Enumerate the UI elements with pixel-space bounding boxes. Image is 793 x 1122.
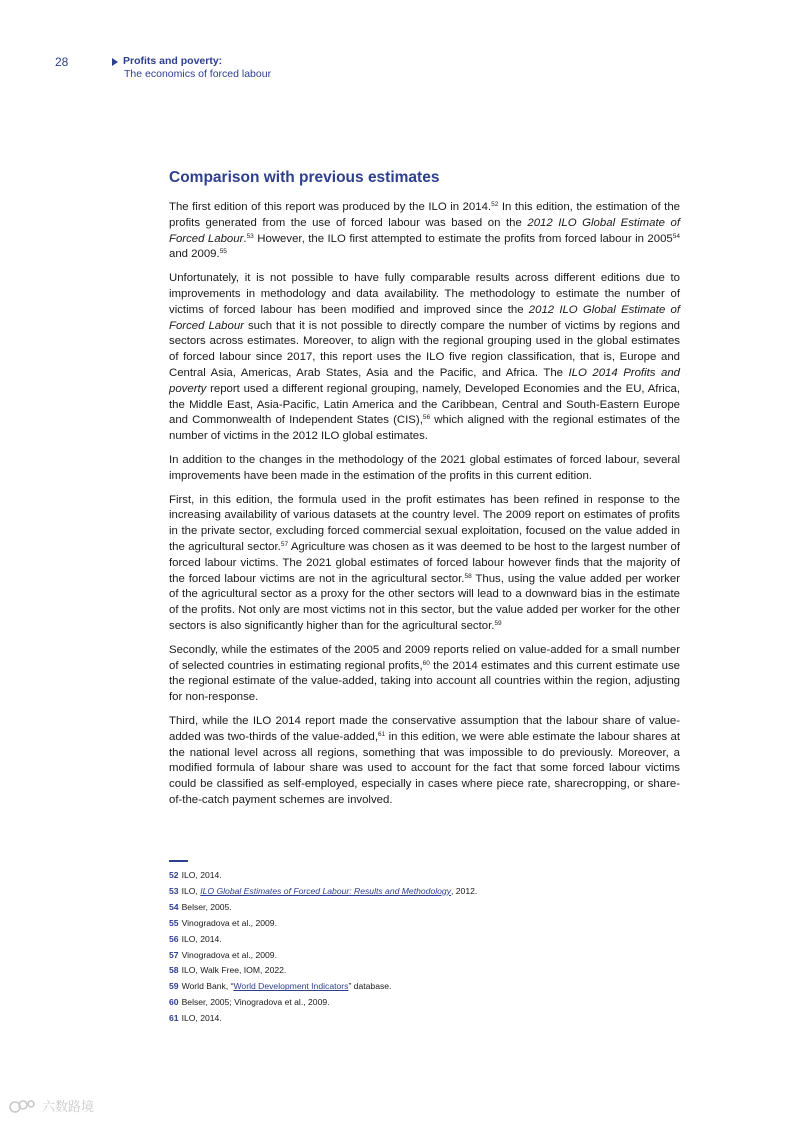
footnote-text: , 2012. [451, 885, 478, 896]
running-head-title: Profits and poverty: [123, 55, 223, 67]
text-span: which aligned with the regional estimates of the number of victims in the 2012 ILO global estimates. [169, 414, 680, 443]
footnote-ref-52[interactable]: 52 [491, 201, 499, 208]
section-heading: Comparison with previous estimates [169, 169, 440, 186]
footnote-text: Belser, 2005; Vinogradova et al., 2009. [181, 997, 330, 1008]
running-head-subtitle: The economics of forced labour [124, 68, 272, 80]
footnote-ref-57[interactable]: 57 [280, 540, 289, 548]
text-span: In this edition, the estimation of the profits generated from the use of forced labour was based on the [169, 201, 680, 229]
text-span: The first edition of this report was produced by the ILO in 2014. [169, 201, 492, 213]
footnotes [169, 868, 680, 1027]
footnote-number: 54 [169, 901, 179, 912]
text-span: in this edition, we were able estimate the labour shares at the national level across all regions, something that was impossible to do previously. Moreover, a modified formula of labour share was used to account for the fact that some forced labour victims could be classified as self-employed, especially in cases where piece rate, sharecropping, or share-of-the-catch payment schemes are involved. [169, 730, 681, 806]
watermark-logo-icon [8, 1098, 38, 1114]
text-span: Unfortunately, it is not possible to have fully comparable results across different editions due to improvements in methodology and data availability. The methodology to estimate the number of victims of forced labour has been modified and improved since the [169, 272, 680, 316]
paragraph-3 [169, 453, 680, 485]
paragraph-5 [169, 643, 680, 706]
italic-title: 2012 ILO Global Estimate of Forced Labour [169, 216, 680, 245]
watermark-text: 六数路境 [42, 1099, 95, 1114]
footnote-number: 56 [169, 933, 179, 944]
footnote-56 [169, 932, 680, 948]
footnote-ref-61[interactable]: 61 [378, 730, 386, 738]
footnote-ref-58[interactable]: 58 [464, 572, 472, 580]
footnote-ref-60[interactable]: 60 [422, 659, 430, 667]
text-span: However, the ILO first attempted to estimate the profits from forced labour in 2005 [253, 232, 673, 245]
footnote-59 [169, 979, 680, 995]
text-span: Agriculture was chosen as it was deemed to be host to the largest number of forced labour victims. The 2021 global estimates of forced labour however finds that the majority of the forced labour victims are not in the agricultural sector. [169, 540, 680, 585]
running-head [112, 55, 271, 81]
text-span: Secondly, while the estimates of the 2005 and 2009 reports relied on value-added for a small number of selected countries in estimating regional profits, [169, 643, 680, 672]
watermark [8, 1096, 94, 1115]
text-span: the 2014 estimates and this current estimate use the regional estimate of the value-added, taking into account all countries within the region, adjusting for non-response. [169, 659, 680, 704]
footnote-ref-55[interactable]: 55 [219, 248, 227, 256]
footnote-link-world-development-indicators[interactable]: World Development Indicators [233, 981, 349, 992]
footnote-number: 53 [169, 885, 179, 896]
footnote-52 [169, 868, 680, 884]
footnote-ref-59[interactable]: 59 [494, 619, 502, 627]
main-content [169, 168, 680, 817]
footnote-text: ILO, 2014. [181, 933, 222, 944]
footnote-text: ILO, [181, 885, 201, 896]
running-head-title-row [112, 55, 271, 68]
footnote-text: Vinogradova et al., 2009. [181, 949, 277, 960]
footnote-ref-54[interactable]: 54 [672, 232, 680, 240]
footnote-number: 55 [169, 917, 179, 928]
text-span: report used a different regional grouping, namely, Developed Economies and the EU, Africa, the Middle East, Asia-Pacific, Latin America and the Caribbean, Central and South-Eastern Europe and Commonwealth of Independent States (CIS), [169, 382, 680, 427]
footnote-text: ILO, 2014. [181, 1013, 222, 1024]
footnote-number: 60 [169, 997, 179, 1008]
text-span: Thus, using the value added per worker of the agricultural sector as a proxy for the other sectors will lead to a downward bias in the estimate of the profits. Not only are most victims not in this sector, but the value added per worker for the other sectors is also significantly higher than for the agricultural sector. [169, 572, 680, 632]
text-span: . [243, 232, 247, 245]
footnote-55 [169, 916, 680, 932]
text-span: Third, while the ILO 2014 report made the conservative assumption that the labour share of value-added was two-thirds of the value-added, [169, 714, 680, 743]
footnote-57 [169, 948, 680, 964]
text-span: such that it is not possible to directly compare the number of victims by regions and sectors across estimates. Moreover, to align with the regional grouping used in the global estimates of forced labour since 2017, this report uses the ILO five region classification, that is, Europe and Central Asia, Americas, Arab States, Asia and the Pacific, and Africa. The [169, 319, 680, 379]
footnote-ref-56[interactable]: 56 [422, 414, 431, 422]
footnote-text: ” database. [348, 981, 392, 992]
footnote-number: 58 [169, 965, 179, 976]
footnote-number: 52 [169, 870, 179, 880]
footnote-60 [169, 995, 680, 1011]
italic-title: ILO 2014 Profits and poverty [169, 366, 680, 395]
footnote-text: ILO, 2014. [181, 870, 222, 880]
footnote-divider [169, 860, 188, 862]
text-span: In addition to the changes in the methodology of the 2021 global estimates of forced labour, several improvements have been made in the estimation of the profits in this current edition. [169, 453, 680, 482]
text-span: First, in this edition, the formula used in the profit estimates has been refined in response to the increasing availability of various datasets at the country level. The 2009 report on estimates of profits in the private sector, excluding forced commercial sexual exploitation, focused on the value added in the agricultural sector. [169, 493, 680, 553]
footnote-61 [169, 1011, 680, 1027]
footnote-number: 61 [169, 1013, 179, 1024]
footnote-number: 57 [169, 949, 179, 960]
paragraph-2 [169, 271, 680, 445]
footnote-text: Belser, 2005. [181, 901, 232, 912]
footnote-53 [169, 884, 680, 900]
footnote-number: 59 [169, 981, 179, 992]
footnote-text: World Bank, “ [181, 981, 234, 992]
footnote-link-ilo-global-estimates[interactable]: ILO Global Estimates of Forced Labour: Results and Methodology [200, 885, 451, 896]
footnote-text: Vinogradova et al., 2009. [181, 917, 277, 928]
paragraph-4 [169, 493, 680, 635]
page-number: 28 [55, 55, 69, 69]
italic-title: 2012 ILO Global Estimate of Forced Labour [169, 303, 680, 332]
footnote-text: ILO, Walk Free, IOM, 2022. [181, 965, 287, 976]
paragraph-6 [169, 714, 680, 809]
footnote-54 [169, 900, 680, 916]
text-span: and 2009. [169, 248, 220, 261]
paragraph-1 [169, 200, 680, 263]
footnote-58 [169, 963, 680, 979]
footnote-ref-53[interactable]: 53 [246, 232, 254, 240]
triangle-right-icon [112, 58, 118, 66]
